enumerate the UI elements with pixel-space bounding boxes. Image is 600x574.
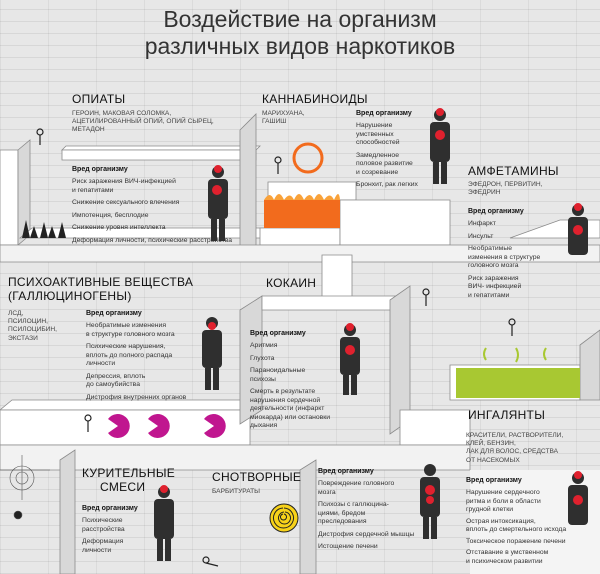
psychoactive-heading <box>8 275 193 303</box>
harm-item: Необратимые <box>468 245 513 252</box>
cannabinoids-harms <box>356 122 418 190</box>
harm-item: Необратимые изменения <box>86 322 167 329</box>
harm-item: Отставание в умственном <box>466 549 549 556</box>
harm-item: дыхания <box>250 422 278 429</box>
figure-cannabis <box>430 108 450 184</box>
harm-item: Острая интоксикация, <box>466 517 536 525</box>
harm-item: Депрессия, вплоть <box>86 372 146 380</box>
cannabinoids-harm-label: Вред организму <box>356 110 412 117</box>
title-line-1: Воздействие на организм <box>163 6 437 32</box>
harm-item: Нарушение сердечного <box>466 489 540 496</box>
harm-item: Дистрофия сердечной мышцы <box>318 530 415 538</box>
harm-item: миокарда) или остановки <box>250 413 331 421</box>
harm-item: Деформация <box>82 538 124 545</box>
harm-item: вплоть до полного распада <box>86 351 173 359</box>
harm-item: Нарушение <box>356 122 393 129</box>
figure-amphetamines <box>568 203 588 255</box>
harm-item: личности <box>82 546 112 554</box>
amphetamines-example-line: ЭФЕДРОН, ПЕРВИТИН, <box>468 181 543 188</box>
amphetamines-harms <box>468 220 540 300</box>
inhalants-example-line: ОТ НАСЕКОМЫХ <box>466 456 520 464</box>
figure-inhalants <box>568 471 588 525</box>
figure-smoking <box>154 485 174 561</box>
harm-item: Повреждение головного <box>318 480 395 487</box>
harm-item: головного мозга <box>468 262 519 269</box>
cocaine-harms <box>250 342 330 431</box>
smoking-mixes-heading-line: СМЕСИ <box>100 480 146 494</box>
cannabinoids-example-line: ГАШИШ <box>262 118 287 126</box>
page-title <box>0 6 600 60</box>
inhalants-example-line: КЛЕЙ, БЕНЗИН, <box>466 440 516 448</box>
harm-item: Бронхит, рак легких <box>356 181 418 188</box>
inhalants-harm-label: Вред организму <box>466 477 522 484</box>
harm-item: Снижение уровня интеллекта <box>72 224 166 231</box>
amphetamines-examples <box>468 181 542 197</box>
amphetamines-harm-label: Вред организму <box>468 208 524 215</box>
smoking-mixes-harms <box>82 517 125 555</box>
harm-item: Аритмия <box>250 342 278 349</box>
harm-item: в структуре головного мозга <box>86 330 175 338</box>
opiates-heading: ОПИАТЫ <box>72 92 126 106</box>
opiates-example-line: АЦЕТИЛИРОВАННЫЙ ОПИЙ, ОПИЙ СЫРЕЦ, <box>72 118 214 126</box>
harm-item: циями, бредом <box>318 509 366 517</box>
harm-item: Замедленное <box>356 151 399 159</box>
harm-item: до самоубийства <box>86 381 140 388</box>
cocaine-harm-label: Вред организму <box>250 330 306 337</box>
title-line-2: различных видов наркотиков <box>144 33 456 59</box>
sleeping-pills-examples <box>212 488 260 496</box>
smoking-mixes-heading <box>82 466 175 494</box>
opiates-examples <box>72 110 214 135</box>
amphetamines-heading: АМФЕТАМИНЫ <box>468 164 559 178</box>
harm-item: Инфаркт <box>468 220 496 227</box>
psychoactive-example-line: ПСИЛОЦИН, <box>8 318 48 326</box>
sleeping-pills-harms <box>318 480 414 552</box>
inhalants-harms <box>466 489 566 566</box>
psychoactive-heading-line: ПСИХОАКТИВНЫЕ ВЕЩЕСТВА <box>8 275 194 289</box>
harm-item: Деформация личности, психические расстройства <box>72 236 233 244</box>
harm-item: Риск заражения <box>468 274 519 282</box>
inhalants-heading: ИНГАЛЯНТЫ <box>468 408 546 422</box>
harm-item: Снижение сексуального влечения <box>72 199 180 206</box>
figure-cocaine <box>340 323 360 395</box>
harm-item: и психическом развитии <box>466 557 543 565</box>
psychoactive-examples <box>8 310 57 343</box>
inhalants-example-line: КРАСИТЕЛИ, РАСТВОРИТЕЛИ, <box>466 432 564 439</box>
harm-item: деятельности (инфаркт <box>250 405 325 412</box>
inhalants-examples <box>466 432 563 465</box>
psychoactive-heading-line: (ГАЛЛЮЦИНОГЕНЫ) <box>8 289 132 303</box>
harm-item: и созревание <box>356 168 399 176</box>
harm-item: расстройства <box>82 525 125 533</box>
inhalants-example-line: ЛАК ДЛЯ ВОЛОС, СРЕДСТВА <box>466 448 559 456</box>
opiates-example-line: МЕТАДОН <box>72 126 105 134</box>
figure-sleeping <box>420 464 440 539</box>
opiates-harm-label: Вред организму <box>72 166 128 173</box>
cocaine-heading: КОКАИН <box>266 276 317 290</box>
harm-item: и гепатитами <box>468 291 510 299</box>
sleeping-pills-heading: СНОТВОРНЫЕ <box>212 470 302 484</box>
harm-item: преследования <box>318 518 367 525</box>
harm-item: психозы <box>250 375 276 383</box>
harm-item: Параноидальные <box>250 367 306 374</box>
opiates-example-line: ГЕРОИН, МАКОВАЯ СОЛОМКА, <box>72 110 172 117</box>
harm-item: Инсульт <box>468 232 494 240</box>
sleeping-pills-harm-label: Вред организму <box>318 468 374 475</box>
harm-item: Смерть в результате <box>250 388 316 395</box>
cannabinoids-examples <box>262 110 305 126</box>
cannabinoids-heading: КАННАБИНОИДЫ <box>262 92 368 106</box>
smoking-mixes-heading-line: КУРИТЕЛЬНЫЕ <box>82 466 176 480</box>
harm-item: Глухота <box>250 354 275 362</box>
harm-item: Токсическое поражение печени <box>466 537 566 545</box>
harm-item: Импотенция, бесплодие <box>72 211 149 219</box>
harm-item: мозга <box>318 488 336 496</box>
psychoactive-example-line: ПСИЛОЦИБИН, <box>8 326 57 334</box>
harm-item: и гепатитами <box>72 186 114 194</box>
harm-item: Дистрофия внутренних органов <box>86 393 187 401</box>
opiates-harms <box>72 178 232 245</box>
harm-item: Истощение печени <box>318 543 378 550</box>
figure-psychoactive <box>202 317 222 390</box>
harm-item: изменения в структуре <box>468 253 541 261</box>
psychoactive-harm-label: Вред организму <box>86 310 142 317</box>
cannabinoids-example-line: МАРИХУАНА, <box>262 110 305 117</box>
sleeping-pills-example-line: БАРБИТУРАТЫ <box>212 488 260 495</box>
harm-item: ритма и боли в области <box>466 497 541 505</box>
harm-item: Психические <box>82 517 123 524</box>
psychoactive-example-line: ЛСД, <box>8 310 24 317</box>
harm-item: нарушения сердечной <box>250 396 321 404</box>
harm-item: Психозы с галлюцина- <box>318 501 389 508</box>
smoking-mixes-harm-label: Вред организму <box>82 505 138 512</box>
harm-item: вплоть до смертельного исхода <box>466 526 567 533</box>
psychoactive-harms <box>86 322 186 402</box>
harm-item: умственных <box>356 130 394 138</box>
harm-item: грудной клетки <box>466 506 513 513</box>
harm-item: Риск заражения ВИЧ-инфекцией <box>72 178 176 185</box>
harm-item: ВИЧ- инфекцией <box>468 283 522 290</box>
harm-item: личности <box>86 360 116 367</box>
harm-item: половое развитие <box>356 160 413 167</box>
harm-item: Психические нарушения, <box>86 343 166 350</box>
psychoactive-example-line: ЭКСТАЗИ <box>8 334 38 342</box>
amphetamines-example-line: ЭФЕДРИН <box>468 189 501 197</box>
harm-item: способностей <box>356 139 400 146</box>
